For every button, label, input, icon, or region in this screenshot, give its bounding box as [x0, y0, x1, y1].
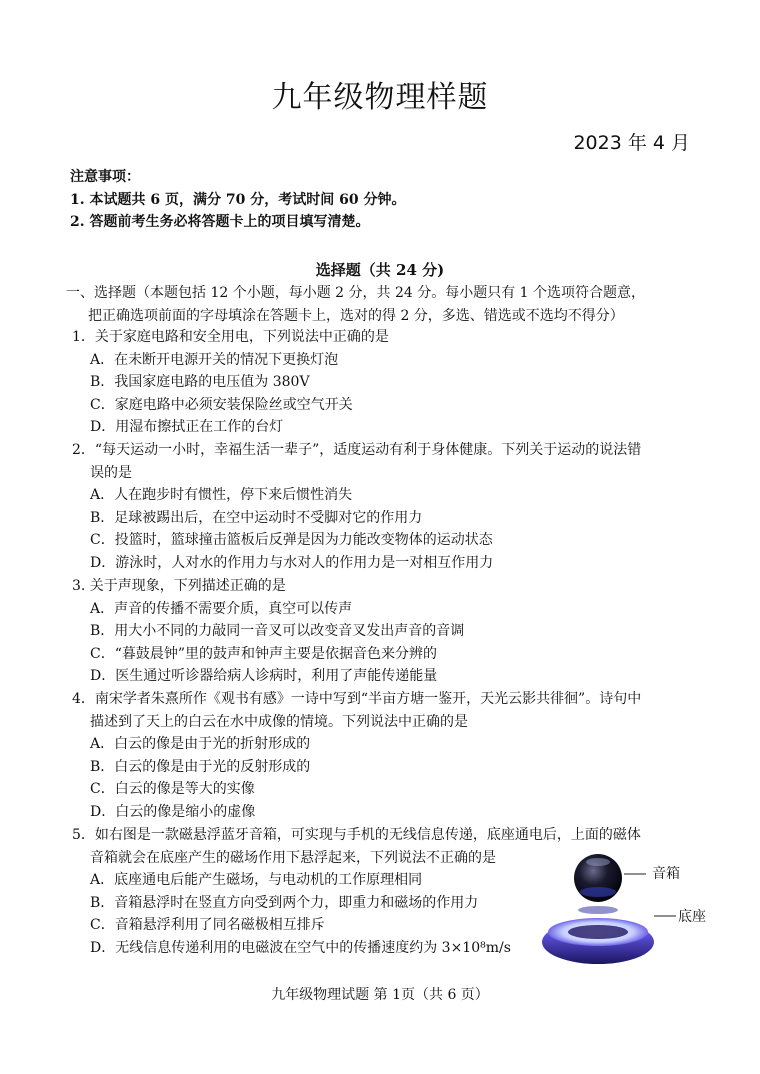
option-d: D．白云的像是缩小的虚像	[90, 803, 256, 820]
question-stem: 1．关于家庭电路和安全用电，下列说法中正确的是	[72, 329, 389, 345]
option-c: C．白云的像是等大的实像	[90, 781, 255, 798]
section-title: 选择题（共 24 分)	[315, 261, 445, 279]
question-2	[72, 439, 702, 575]
question-stem-cont: 音箱就会在底座产生的磁场作用下悬浮起来，下列说法不正确的是	[90, 849, 496, 866]
option-d: D．用湿布擦拭正在工作的台灯	[90, 419, 284, 436]
option-b: B．白云的像是由于光的反射形成的	[90, 758, 311, 775]
question-3	[72, 575, 702, 688]
question-stem: 3. 关于声现象，下列描述正确的是	[72, 578, 286, 594]
option-c: C．家庭电路中必须安装保险丝或空气开关	[90, 396, 353, 413]
option-d: D．医生通过听诊器给病人诊病时，利用了声能传递能量	[90, 668, 438, 685]
option-b: B．音箱悬浮时在竖直方向受到两个力，即重力和磁场的作用力	[90, 894, 479, 911]
option-a: A．声音的传播不需要介质，真空可以传声	[90, 600, 353, 617]
option-c: C．音箱悬浮利用了同名磁极相互排斥	[90, 917, 325, 934]
label-speaker: 音箱	[652, 866, 680, 882]
notes-heading: 注意事项：	[70, 169, 140, 185]
option-d: D．无线信息传递利用的电磁波在空气中的传播速度约为 3×10⁸m/s	[90, 939, 511, 956]
notes-block	[70, 166, 405, 234]
question-stem: 5．如右图是一款磁悬浮蓝牙音箱，可实现与手机的无线信息传递，底座通电后，上面的磁体	[72, 827, 641, 843]
notes-item: 2. 答题前考生务必将答题卡上的项目填写清楚。	[70, 214, 370, 231]
option-b: B．用大小不同的力敲同一音叉可以改变音叉发出声音的音调	[90, 623, 465, 640]
question-1	[72, 326, 702, 439]
option-b: B．足球被踢出后，在空中运动时不受脚对它的作用力	[90, 509, 423, 526]
option-a: A．在未断开电源开关的情况下更换灯泡	[90, 351, 339, 368]
question-stem: 4．南宋学者朱熹所作《观书有感》一诗中写到“半亩方塘一鉴开，天光云影共徘徊”。诗句中	[72, 691, 642, 707]
intro-line: 一、选择题（本题包括 12 个小题，每小题 2 分，共 24 分。每小题只有 1 个选项符合题意，	[66, 285, 646, 301]
exam-date: 2023 年 4 月	[573, 132, 690, 154]
question-stem-cont: 描述到了天上的白云在水中成像的情境。下列说法中正确的是	[90, 713, 468, 730]
intro-line: 把正确选项前面的字母填涂在答题卡上，选对的得 2 分，多选、错选或不选均不得分）	[88, 307, 624, 324]
option-b: B．我国家庭电路的电压值为 380V	[90, 374, 310, 391]
notes-item: 1. 本试题共 6 页，满分 70 分，考试时间 60 分钟。	[70, 191, 406, 208]
option-a: A．人在跑步时有惯性，停下来后惯性消失	[90, 487, 353, 504]
question-4	[72, 688, 702, 824]
section-intro	[66, 282, 706, 327]
option-a: A．底座通电后能产生磁场，与电动机的工作原理相同	[90, 872, 423, 889]
question-stem: 2．“每天运动一小时，幸福生活一辈子”，适度运动有利于身体健康。下列关于运动的说法错	[72, 442, 642, 458]
levitating-speaker-figure	[540, 840, 720, 970]
label-base: 底座	[678, 909, 706, 925]
speaker-illustration	[540, 840, 720, 970]
page-title: 九年级物理样题	[271, 80, 489, 115]
question-stem-cont: 误的是	[90, 464, 132, 481]
option-a: A．白云的像是由于光的折射形成的	[90, 736, 311, 753]
option-c: C．投篮时，篮球撞击篮板后反弹是因为力能改变物体的运动状态	[90, 532, 493, 549]
option-c: C．“暮鼓晨钟”里的鼓声和钟声主要是依据音色来分辨的	[90, 645, 438, 662]
page-footer: 九年级物理试题 第 1页（共 6 页）	[271, 987, 489, 1003]
option-d: D．游泳时，人对水的作用力与水对人的作用力是一对相互作用力	[90, 554, 494, 571]
